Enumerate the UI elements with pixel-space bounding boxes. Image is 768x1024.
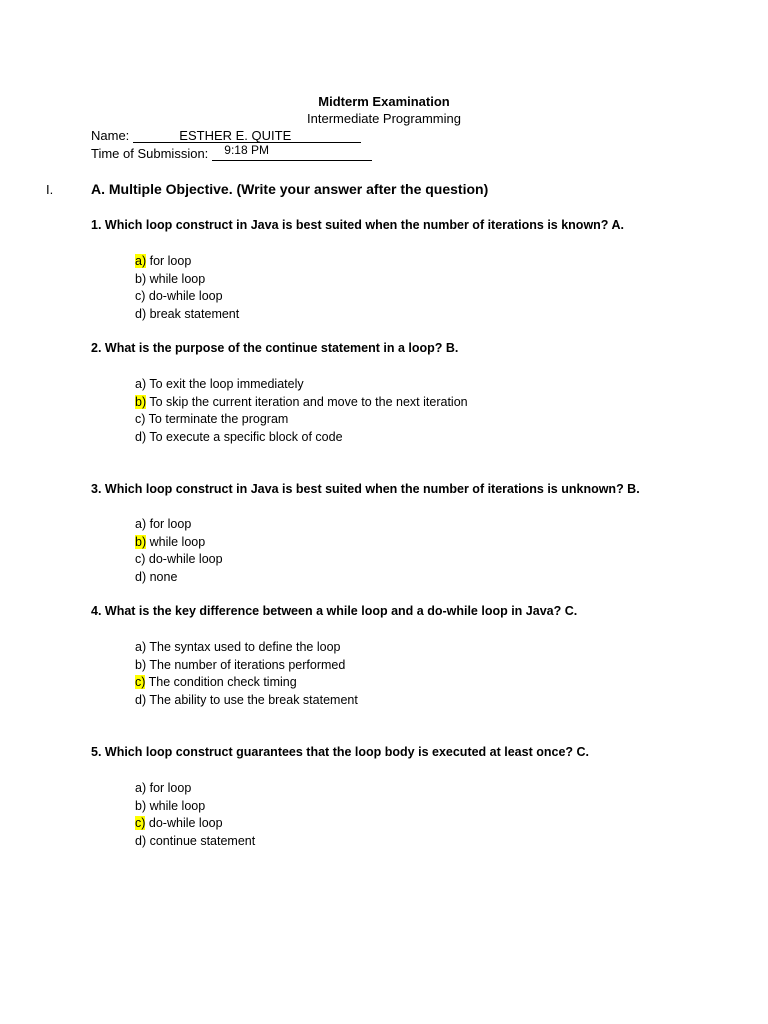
page-subtitle: Intermediate Programming <box>307 111 461 126</box>
question-3: 3. Which loop construct in Java is best suited when the number of iterations is unknown? B. <box>91 482 640 496</box>
name-label: Name: <box>91 128 130 143</box>
choice-letter: d) <box>135 306 147 321</box>
choices-1 <box>135 253 239 323</box>
name-field <box>91 128 361 143</box>
choice-text: do-while loop <box>145 289 223 303</box>
choice-letter: d) <box>135 833 147 848</box>
choice-text: while loop <box>146 798 206 813</box>
choice-letter: d) <box>135 692 147 707</box>
choice-1a <box>135 253 239 271</box>
choice-text: do-while loop <box>145 552 223 566</box>
choice-2b <box>135 394 468 412</box>
section-number: I. <box>46 182 54 197</box>
choice-letter: b) <box>135 271 147 286</box>
choice-5b <box>135 798 255 816</box>
choice-text: To exit the loop immediately <box>146 377 304 391</box>
time-line <box>212 143 372 161</box>
choices-4 <box>135 639 358 709</box>
choice-letter: a) <box>135 781 147 795</box>
question-4: 4. What is the key difference between a while loop and a do-while loop in Java? C. <box>91 604 578 618</box>
choice-letter: d) <box>135 569 147 584</box>
choice-text: for loop <box>146 517 192 531</box>
choice-text: To skip the current iteration and move to the next iteration <box>146 394 468 409</box>
choice-4c <box>135 674 358 692</box>
choice-5c <box>135 815 255 833</box>
choice-text: none <box>146 569 178 584</box>
time-value: 9:18 PM <box>224 143 269 157</box>
choice-1b <box>135 271 239 289</box>
page-title: Midterm Examination <box>318 94 450 109</box>
question-5: 5. Which loop construct guarantees that the loop body is executed at least once? C. <box>91 745 589 759</box>
choice-text: break statement <box>146 306 240 321</box>
answer-highlight: b) <box>135 534 147 549</box>
choice-text: The number of iterations performed <box>146 657 346 672</box>
choice-letter: c) <box>135 552 146 566</box>
choice-letter: c) <box>135 289 146 303</box>
choice-letter: a) <box>135 640 147 654</box>
choice-4b <box>135 657 358 675</box>
time-field <box>91 143 372 161</box>
choice-5a <box>135 780 255 798</box>
choice-text: do-while loop <box>145 816 223 830</box>
choice-letter: a) <box>135 517 147 531</box>
choice-text: continue statement <box>146 833 256 848</box>
choice-3b <box>135 534 223 552</box>
choices-2 <box>135 376 468 446</box>
choice-letter: a) <box>135 377 147 391</box>
choices-3 <box>135 516 223 586</box>
choice-text: while loop <box>146 271 206 286</box>
section-title: A. Multiple Objective. (Write your answer after the question) <box>91 181 489 197</box>
choice-text: The condition check timing <box>145 675 297 689</box>
choice-text: while loop <box>146 534 206 549</box>
choice-text: The syntax used to define the loop <box>146 640 341 654</box>
choice-text: To terminate the program <box>145 412 289 426</box>
answer-highlight: c) <box>135 816 146 830</box>
choice-2c <box>135 411 468 429</box>
choice-4d <box>135 692 358 710</box>
name-line <box>133 128 361 143</box>
question-2: 2. What is the purpose of the continue statement in a loop? B. <box>91 341 459 355</box>
choice-text: for loop <box>146 781 192 795</box>
choice-4a <box>135 639 358 657</box>
time-label: Time of Submission: <box>91 146 209 161</box>
choice-1d <box>135 306 239 324</box>
choice-letter: b) <box>135 798 147 813</box>
choice-text: for loop <box>146 254 192 268</box>
choice-letter: c) <box>135 412 146 426</box>
choice-2a <box>135 376 468 394</box>
choice-3d <box>135 569 223 587</box>
answer-highlight: c) <box>135 675 146 689</box>
choice-text: To execute a specific block of code <box>146 429 343 444</box>
choice-5d <box>135 833 255 851</box>
choices-5 <box>135 780 255 850</box>
choice-letter: b) <box>135 657 147 672</box>
choice-3a <box>135 516 223 534</box>
choice-2d <box>135 429 468 447</box>
choice-1c <box>135 288 239 306</box>
answer-highlight: b) <box>135 394 147 409</box>
question-1: 1. Which loop construct in Java is best suited when the number of iterations is known? A. <box>91 218 624 232</box>
choice-3c <box>135 551 223 569</box>
name-value: ESTHER E. QUITE <box>179 128 292 143</box>
answer-highlight: a) <box>135 254 147 268</box>
choice-letter: d) <box>135 429 147 444</box>
choice-text: The ability to use the break statement <box>146 692 358 707</box>
